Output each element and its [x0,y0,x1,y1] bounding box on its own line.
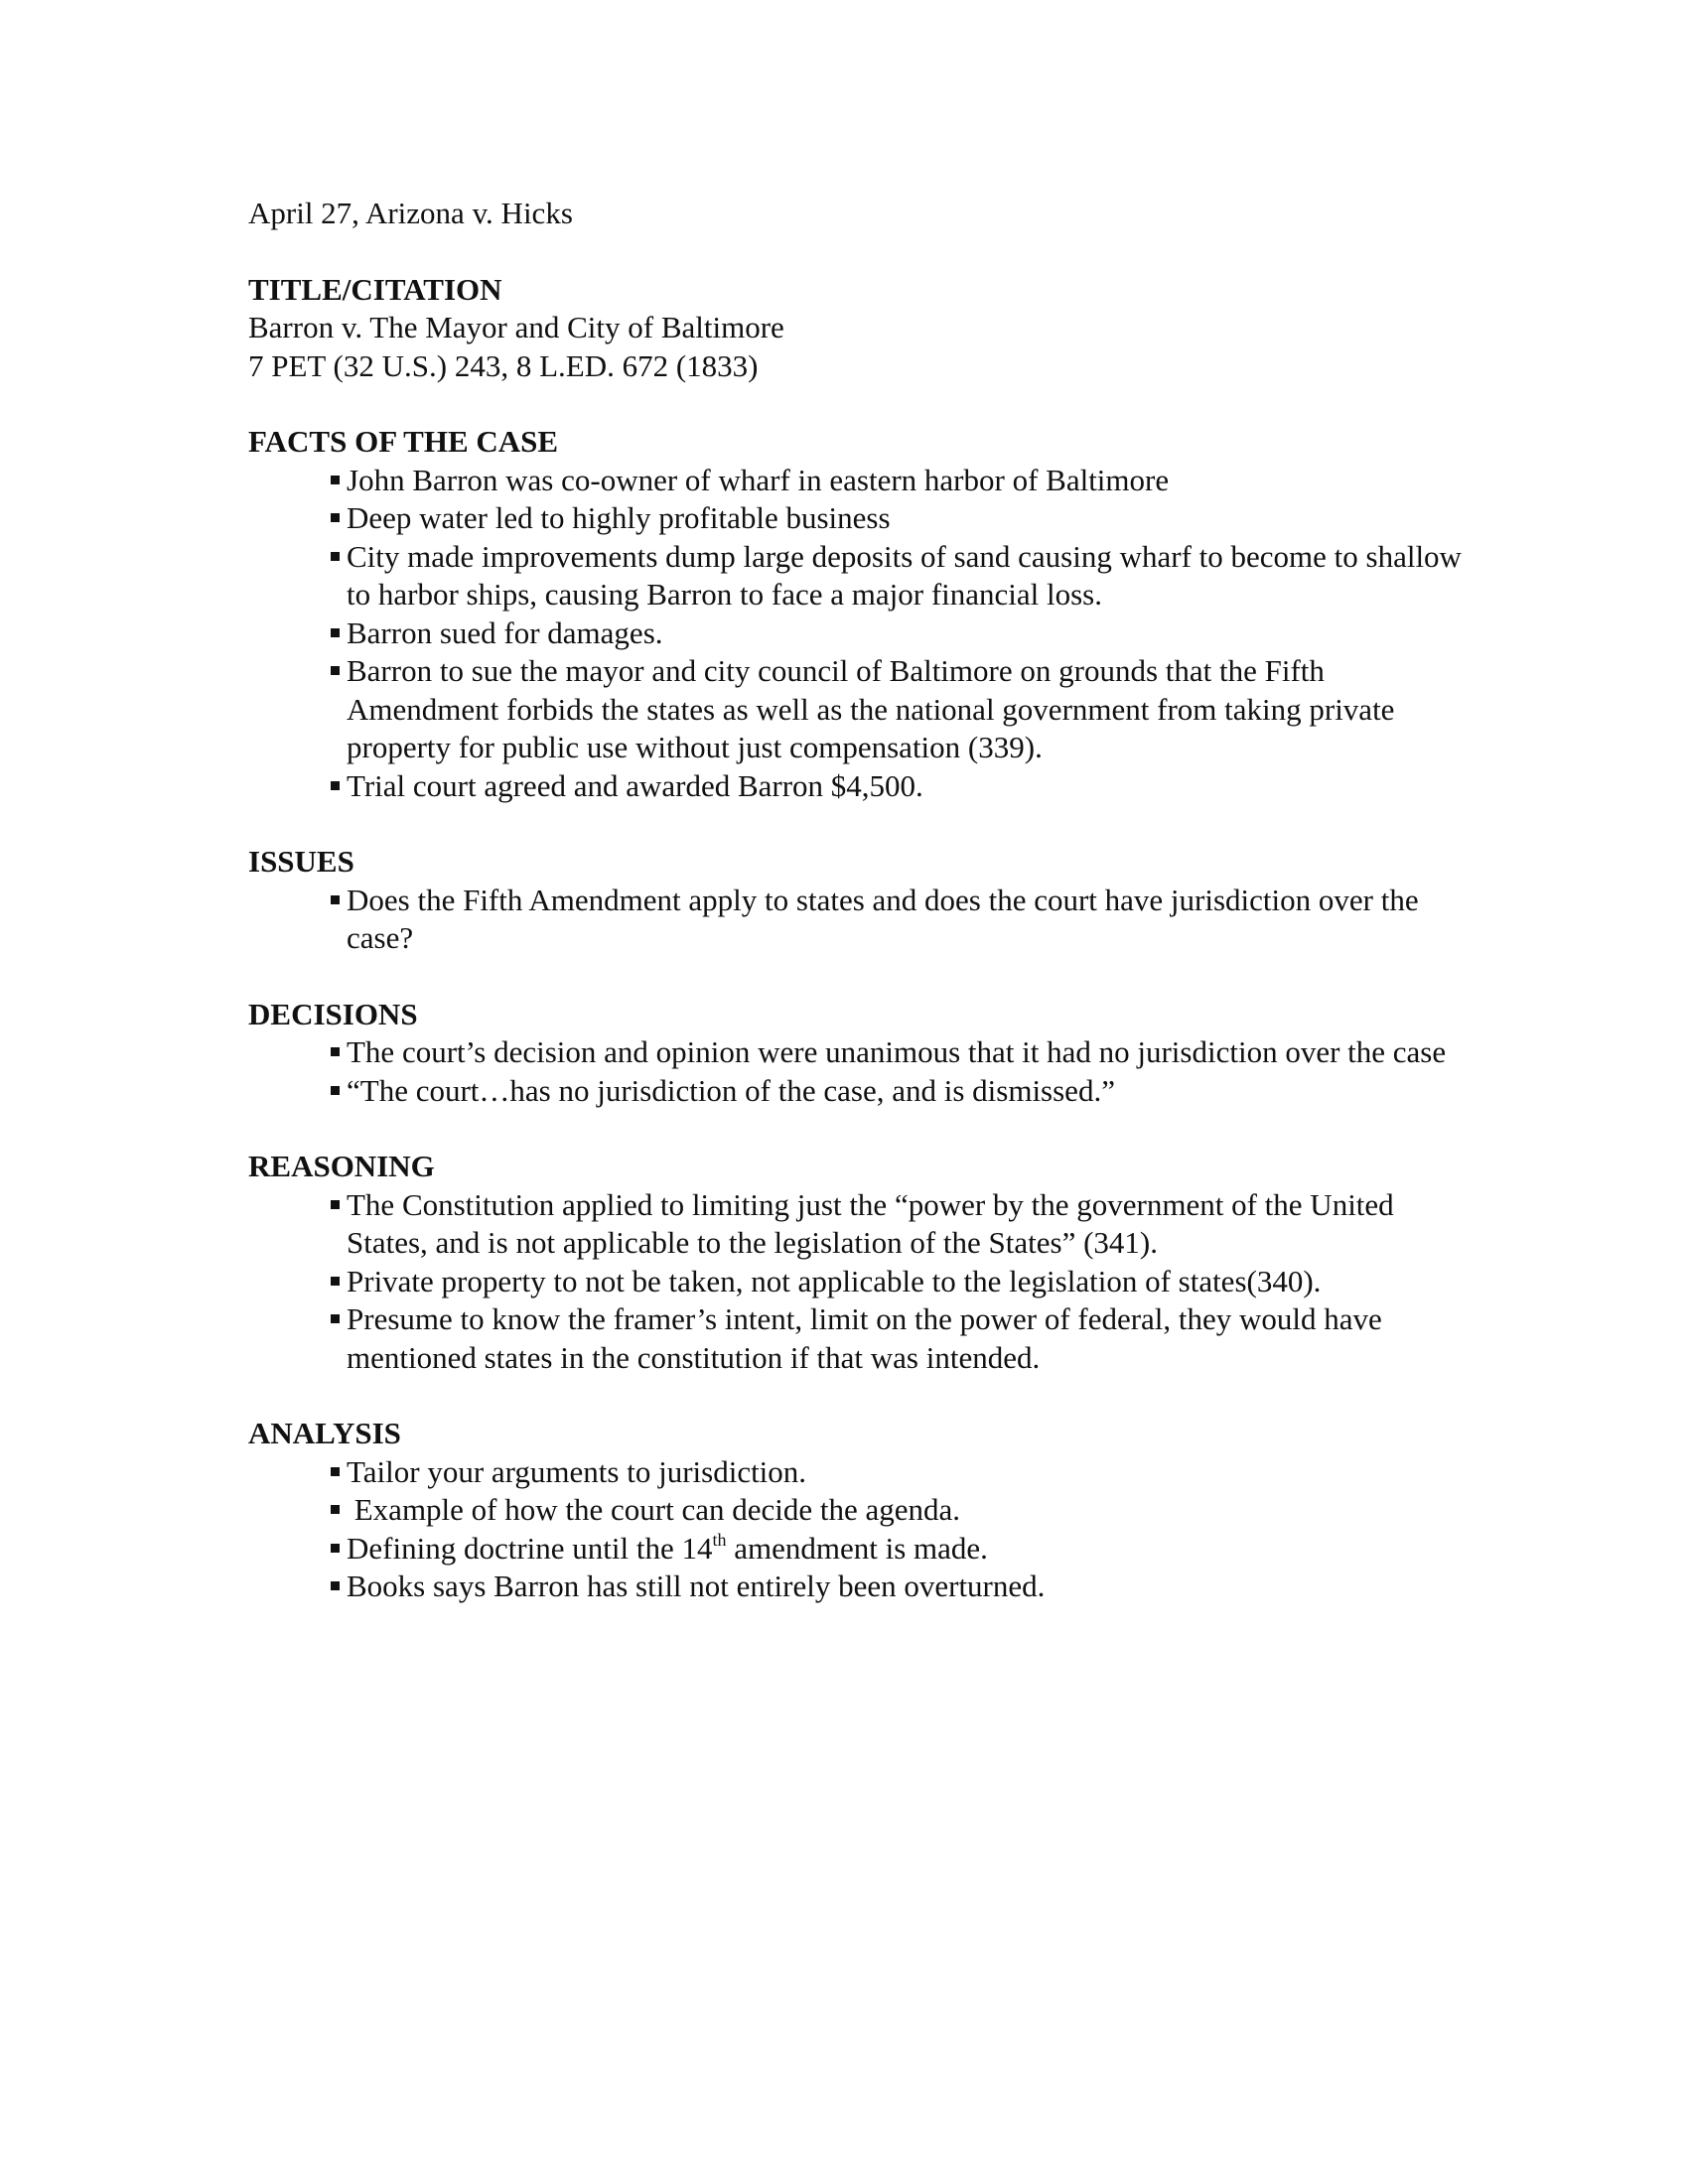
facts-item: Deep water led to highly profitable business [328,499,1470,538]
facts-item: Barron sued for damages. [328,614,1470,653]
facts-item: Trial court agreed and awarded Barron $4,500. [328,767,1470,806]
date-line: April 27, Arizona v. Hicks [248,196,573,230]
case-name: Barron v. The Mayor and City of Baltimore [248,310,784,344]
reasoning-item: Presume to know the framer’s intent, limit on the power of federal, they would have mentioned states in the constitution if that was intended. [328,1300,1470,1377]
section-decisions [248,996,1470,1111]
decisions-list [248,1033,1470,1110]
analysis-item: Books says Barron has still not entirely been overturned. [328,1568,1470,1606]
reasoning-item: Private property to not be taken, not applicable to the legislation of states(340). [328,1263,1470,1301]
issues-list [248,882,1470,958]
reasoning-item: The Constitution applied to limiting just the “power by the government of the United States, and is not applicable to the legislation of the States” (341). [328,1186,1470,1263]
doctrine-superscript: th [712,1529,727,1550]
facts-item: Barron to sue the mayor and city council of Baltimore on grounds that the Fifth Amendment forbids the states as well as the national government from taking private property for public use without just compensation (339). [328,652,1470,767]
decisions-heading: DECISIONS [248,996,418,1031]
analysis-item: Example of how the court can decide the agenda. [328,1491,1470,1530]
doctrine-text-after: amendment is made. [726,1530,988,1566]
decisions-item: The court’s decision and opinion were unanimous that it had no jurisdiction over the case [328,1033,1470,1072]
facts-item: John Barron was co-owner of wharf in eastern harbor of Baltimore [328,462,1470,500]
section-title-citation [248,271,1470,386]
section-issues [248,843,1470,958]
facts-heading: FACTS OF THE CASE [248,424,559,459]
issues-heading: ISSUES [248,844,354,879]
decisions-item: “The court…has no jurisdiction of the case, and is dismissed.” [328,1072,1470,1111]
facts-list [248,462,1470,806]
doctrine-text-before: Defining doctrine until the 14 [347,1530,713,1566]
case-citation: 7 PET (32 U.S.) 243, 8 L.ED. 672 (1833) [248,347,759,383]
section-analysis [248,1415,1470,1606]
title-citation-heading: TITLE/CITATION [248,271,502,307]
document-page [248,195,1470,1606]
reasoning-heading: REASONING [248,1149,435,1183]
section-reasoning [248,1148,1470,1377]
issues-item: Does the Fifth Amendment apply to states and does the court have jurisdiction over the case? [328,882,1470,958]
facts-item: City made improvements dump large deposits of sand causing wharf to become to shallow to harbor ships, causing Barron to face a major financial loss. [328,538,1470,614]
analysis-item-doctrine [328,1530,1470,1569]
analysis-heading: ANALYSIS [248,1416,401,1450]
section-facts [248,423,1470,805]
reasoning-list [248,1186,1470,1378]
analysis-list [248,1453,1470,1606]
analysis-item: Tailor your arguments to jurisdiction. [328,1453,1470,1492]
